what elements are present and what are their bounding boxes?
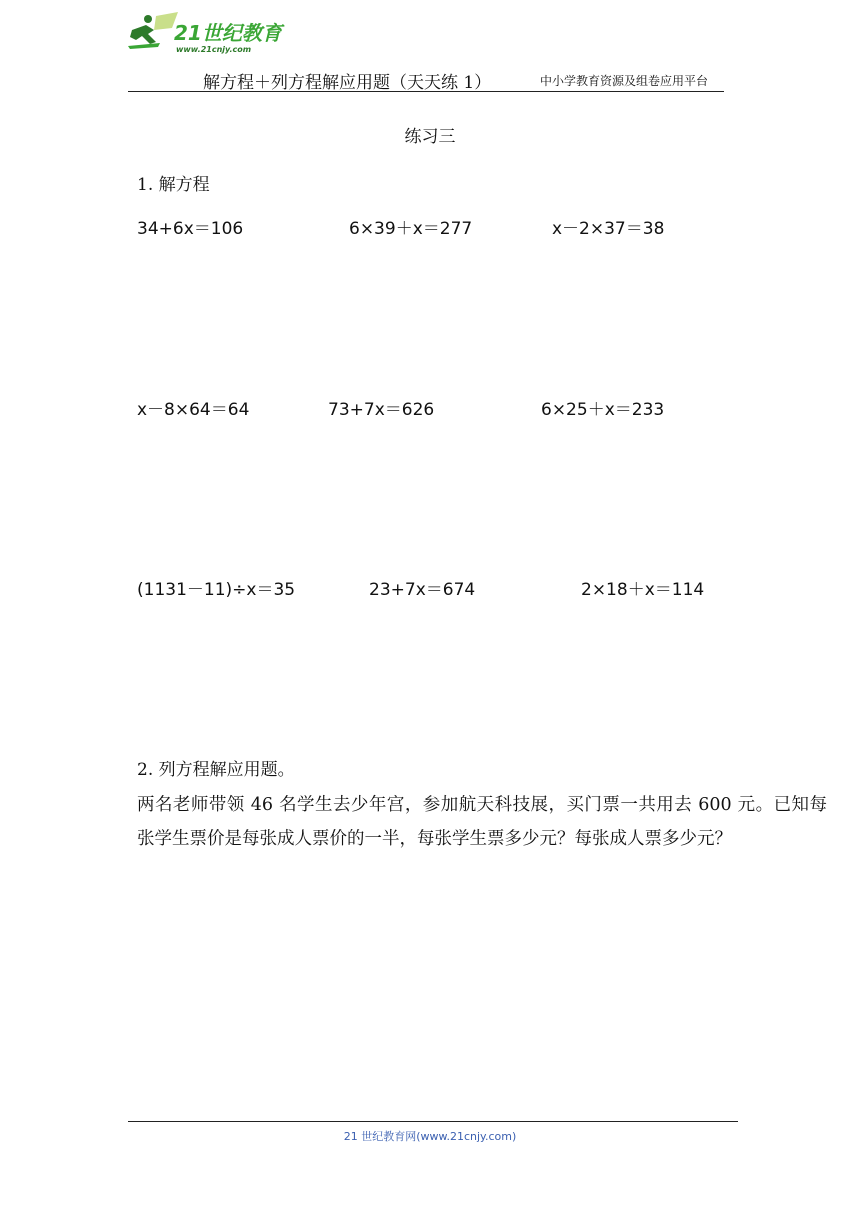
- equation-8: 23+7x＝674: [369, 580, 476, 600]
- equation-4: x－8×64＝64: [137, 400, 250, 420]
- equation-7: (1131－11)÷x＝35: [137, 580, 296, 600]
- question-2-heading: 2. 列方程解应用题。: [137, 760, 295, 780]
- header-title: 解方程＋列方程解应用题（天天练 1）: [203, 73, 492, 93]
- header-divider: [128, 91, 724, 92]
- equation-3: x－2×37＝38: [552, 219, 665, 239]
- equation-6: 6×25＋x＝233: [541, 400, 665, 420]
- header-subtitle: 中小学教育资源及组卷应用平台: [540, 74, 709, 88]
- brand-url: www.21cnjy.com: [176, 45, 252, 54]
- question-1-heading: 1. 解方程: [137, 175, 210, 195]
- footer-link[interactable]: 21 世纪教育网(www.21cnjy.com): [343, 1130, 517, 1143]
- word-problem-text: 两名老师带领 46 名学生去少年宫，参加航天科技展，买门票一共用去 600 元。已知每张学生票价是每张成人票价的一半，每张学生票多少元？每张成人票多少元？: [137, 795, 827, 849]
- logo: [126, 10, 296, 56]
- equation-9: 2×18＋x＝114: [581, 580, 705, 600]
- runner-logo-icon: [128, 12, 178, 49]
- footer-divider: [128, 1121, 738, 1122]
- equation-5: 73+7x＝626: [328, 400, 435, 420]
- section-title: 练习三: [404, 127, 456, 147]
- equation-2: 6×39＋x＝277: [349, 219, 473, 239]
- equation-1: 34+6x＝106: [137, 219, 244, 239]
- brand-text: 21世纪教育: [174, 21, 282, 45]
